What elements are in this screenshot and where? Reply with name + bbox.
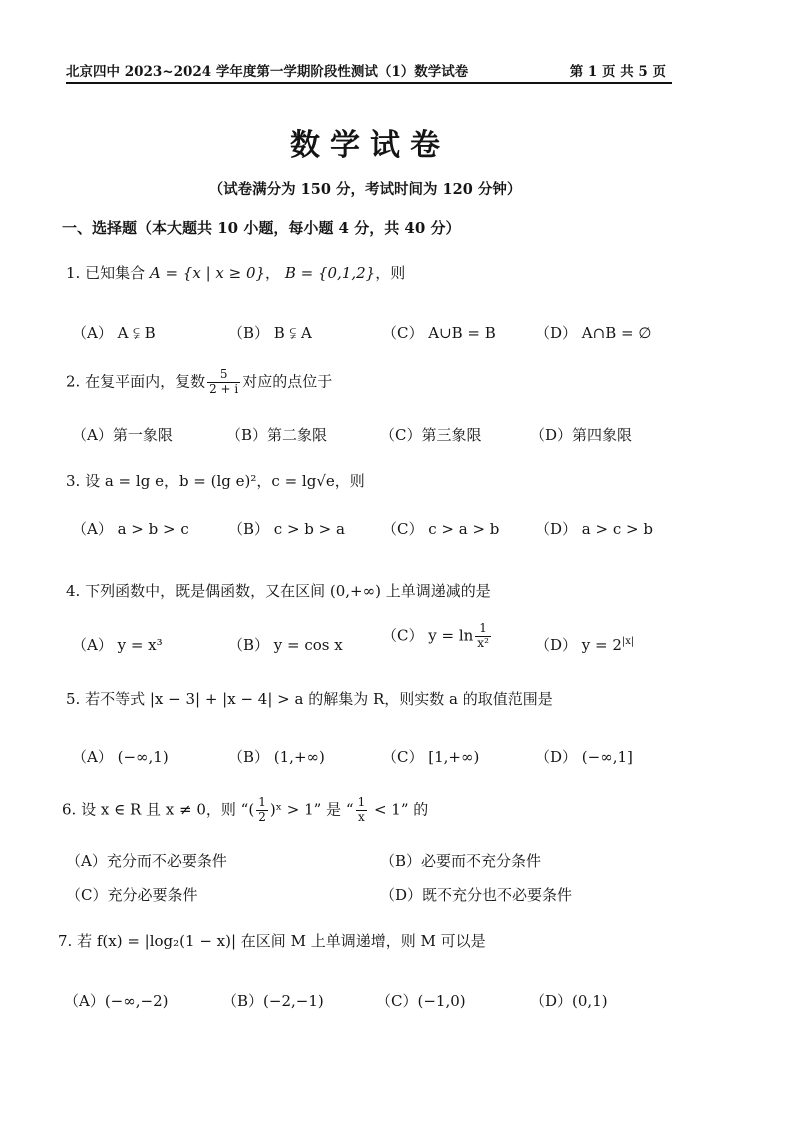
q1-option-d[interactable]: （D） A∩B = ∅ [535, 324, 652, 342]
q4-option-d-exponent: |x| [621, 636, 635, 647]
q3-option-d[interactable]: （D） a > c > b [535, 520, 653, 538]
header-exam-name: 北京四中 2023~2024 学年度第一学期阶段性测试（1）数学试卷 [66, 64, 469, 80]
fraction-denominator: 2 [258, 809, 266, 824]
fraction-denominator: x [357, 809, 365, 824]
question-1-set-a: A = {x | x ≥ 0} [149, 264, 266, 282]
q6-option-c[interactable]: （C）充分必要条件 [66, 886, 198, 904]
question-2-suffix: 对应的点位于 [242, 372, 333, 391]
fraction-numerator: 5 [207, 368, 240, 383]
question-6-fraction-reciprocal [356, 796, 368, 825]
question-2-fraction [207, 368, 240, 397]
q3-option-c[interactable]: （C） c > a > b [382, 520, 500, 538]
question-3: 3. 设 a = lg e，b = (lg e)²，c = lg√e，则 [66, 472, 365, 490]
q2-option-a[interactable]: （A）第一象限 [72, 426, 173, 444]
exam-info: （试卷满分为 150 分，考试时间为 120 分钟） [208, 181, 522, 198]
q1-option-b[interactable]: （B） B ⫋ A [228, 324, 312, 342]
q1-option-c[interactable]: （C） A∪B = B [382, 324, 496, 342]
q4-option-d[interactable] [535, 634, 634, 655]
q7-option-a[interactable]: （A）(−∞,−2) [64, 992, 169, 1010]
q7-option-b[interactable]: （B）(−2,−1) [222, 992, 324, 1010]
question-1 [66, 262, 405, 283]
q2-option-b[interactable]: （B）第二象限 [226, 426, 328, 444]
q5-option-c[interactable]: （C） [1,+∞) [382, 748, 480, 766]
q6-option-a[interactable]: （A）充分而不必要条件 [66, 852, 227, 870]
question-7: 7. 若 f(x) = |log₂(1 − x)| 在区间 M 上单调递增，则 M 可以是 [58, 932, 486, 950]
fraction-denominator: 2 + i [209, 381, 239, 396]
question-6-prefix: 6. 设 x ∈ R 且 x ≠ 0，则 “( [62, 800, 255, 819]
fraction-numerator: 1 [357, 795, 366, 809]
page-title: 数学试卷 [290, 128, 450, 163]
q1-option-a[interactable]: （A） A ⫋ B [72, 324, 156, 342]
q3-option-a[interactable]: （A） a > b > c [72, 520, 189, 538]
section-heading: 一、选择题（本大题共 10 小题，每小题 4 分，共 40 分） [62, 219, 461, 237]
question-1-sep: ， [265, 264, 285, 282]
q7-option-d[interactable]: （D）(0,1) [530, 992, 608, 1010]
question-6-fraction-half [256, 796, 268, 825]
q4-option-b[interactable]: （B） y = cos x [228, 636, 343, 654]
q6-option-b[interactable]: （B）必要而不充分条件 [380, 852, 542, 870]
question-6-suffix: < 1” 的 [369, 800, 429, 819]
q5-option-d[interactable]: （D） (−∞,1] [535, 748, 633, 766]
fraction-denominator: x² [477, 635, 489, 650]
q7-option-c[interactable]: （C）(−1,0) [376, 992, 466, 1010]
q4-option-a[interactable]: （A） y = x³ [72, 636, 163, 654]
question-1-set-b: B = {0,1,2} [284, 264, 376, 282]
question-1-prefix: 1. 已知集合 [66, 264, 150, 282]
question-6 [62, 796, 428, 825]
page-header [66, 58, 672, 84]
q2-option-d[interactable]: （D）第四象限 [530, 426, 633, 444]
question-4: 4. 下列函数中，既是偶函数，又在区间 (0,+∞) 上单调递减的是 [66, 582, 491, 600]
question-1-suffix: ，则 [375, 264, 406, 282]
q4-option-d-base: （D） y = 2 [535, 636, 622, 654]
q2-option-c[interactable]: （C）第三象限 [380, 426, 482, 444]
fraction-numerator: 1 [475, 622, 491, 637]
question-2 [66, 368, 332, 397]
q3-option-b[interactable]: （B） c > b > a [228, 520, 345, 538]
q5-option-a[interactable]: （A） (−∞,1) [72, 748, 169, 766]
q4-option-c[interactable] [382, 622, 493, 651]
fraction-numerator: 1 [258, 795, 266, 809]
q6-option-d[interactable]: （D）既不充分也不必要条件 [380, 886, 573, 904]
q4-option-c-prefix: （C） y = ln [382, 626, 474, 645]
question-5: 5. 若不等式 |x − 3| + |x − 4| > a 的解集为 R，则实数 a 的取值范围是 [66, 690, 553, 708]
q4-option-c-fraction [475, 622, 491, 651]
q5-option-b[interactable]: （B） (1,+∞) [228, 748, 325, 766]
header-page-number: 第 1 页 共 5 页 [569, 64, 666, 80]
question-2-prefix: 2. 在复平面内，复数 [66, 372, 206, 391]
question-6-middle: )ˣ > 1” 是 “ [269, 800, 354, 819]
